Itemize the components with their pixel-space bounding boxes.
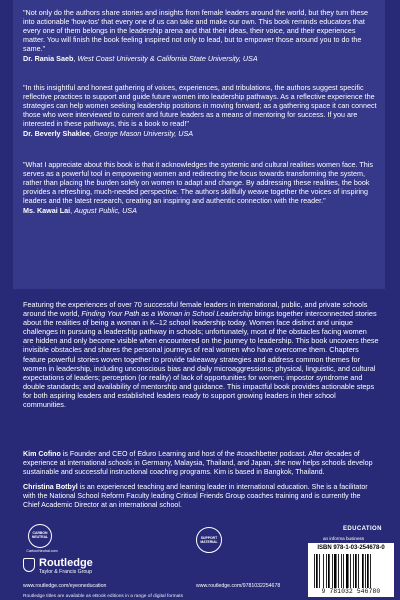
review-attribution: Ms. Kawai Lai, August Public, USA bbox=[23, 206, 137, 215]
publisher-url-right[interactable]: www.routledge.com/9781032254678 bbox=[196, 583, 281, 589]
reviewer-name: Dr. Rania Saeb bbox=[23, 54, 74, 63]
author-name: Christina Botbyl bbox=[23, 483, 78, 491]
reviewer-affiliation: August Public, USA bbox=[74, 206, 137, 215]
description-intro: Featuring the experiences of over 70 successful female leaders in international, public, and private schools around the world, bbox=[23, 300, 368, 319]
author-bio-1 bbox=[23, 450, 379, 477]
barcode-box bbox=[308, 543, 394, 597]
category-label: EDUCATION bbox=[343, 526, 382, 532]
routledge-shield-icon bbox=[23, 558, 35, 572]
book-description bbox=[23, 300, 379, 409]
carbon-neutral-site: CarbonNeutral.com bbox=[26, 549, 58, 553]
support-material-badge: SUPPORT MATERIAL bbox=[196, 527, 222, 553]
reviewer-affiliation: West Coast University & California State University, USA bbox=[77, 54, 258, 63]
carbon-neutral-badge: CARBON NEUTRAL bbox=[28, 524, 52, 548]
review-2 bbox=[23, 83, 379, 138]
barcode bbox=[314, 554, 388, 588]
publisher-url-left[interactable]: www.routledge.com/eyeoneducation bbox=[23, 583, 107, 589]
informa-business: an informa business bbox=[323, 536, 365, 541]
reviewer-name: Ms. Kawai Lai bbox=[23, 206, 71, 215]
review-attribution: Dr. Beverly Shaklee, George Mason University, USA bbox=[23, 129, 194, 138]
barcode-number: 9 781032 546780 bbox=[321, 588, 381, 595]
publisher-name: Routledge bbox=[39, 557, 93, 569]
review-quote: "What I appreciate about this book is that it acknowledges the systemic and cultural realities women face. This serves as a powerful tool in empowering women and redirecting the focus towards transforming the system, rather than placing the burden solely on women to adapt and change. By addressing these realities, the book provides a refreshing, much-needed perspective. The authors skillfully weave together the voices of inspiring leaders and the latest research, creating an inspiring and authentic connection with the reader." bbox=[23, 160, 373, 205]
reviewer-name: Dr. Beverly Shaklee bbox=[23, 129, 90, 138]
review-quote: "Not only do the authors share stories and insights from female leaders around the world, but they turn these into actionable 'how-tos' that every one of us can take and make our own. This book reminds educators that every one of them belongs in the leadership arena and that their ideas, their voice, and their experiences matter. You will finish the book feeling inspired not only to lead, but to empower those around you to do the same." bbox=[23, 8, 368, 53]
routledge-logo bbox=[23, 557, 143, 579]
isbn-label: ISBN 978-1-03-254678-0 bbox=[317, 545, 385, 551]
author-bio-text: is an experienced teaching and learning leader in international education. She is a facilitator with the National School Reform Faculty leading Critical Friends Group coaches training and is currently the Chief Academic Director at an international school. bbox=[23, 483, 368, 509]
ebook-footnote: Routledge titles are available as eBook editions in a range of digital formats bbox=[23, 594, 183, 599]
author-bio-2 bbox=[23, 483, 379, 510]
review-quote: "In this insightful and honest gathering of voices, experiences, and tribulations, the authors suggest specific reflective practices to support and guide future women into leadership pathways. As a reflective experience the strategies can help women seeking leadership positions in moving forward; as a gathering space it can connect those who were interviewed to current and future leaders as a means of mentoring for success. If you are interested in these pathways, this is a book to read!" bbox=[23, 83, 377, 128]
reviews-panel bbox=[13, 0, 385, 289]
review-attribution: Dr. Rania Saeb, West Coast University & California State University, USA bbox=[23, 54, 258, 63]
review-1 bbox=[23, 8, 379, 63]
review-3 bbox=[23, 160, 379, 215]
reviewer-affiliation: George Mason University, USA bbox=[93, 129, 194, 138]
book-title: Finding Your Path as a Woman in School Leadership bbox=[81, 309, 253, 319]
author-bio-text: is Founder and CEO of Eduro Learning and host of the #coachbetter podcast. After decades of experience at international schools in Germany, Malaysia, Thailand, and Japan, she now helps schools develop sustainable and successful instructional coaching programs. Kim is based in Bangkok, Thailand. bbox=[23, 450, 373, 476]
publisher-group: Taylor & Francis Group bbox=[39, 569, 93, 575]
description-body: brings together interconnected stories about the realities of being a woman in K–12 school leadership today. Women face distinct and unique challenges in pursuing a leadership pathway in schools; unfortunately, most of the obstacles facing women are hidden and only become visible when encountered on the journey to leadership. This book uncovers these invisible obstacles and shares the personal journeys of real women who have overcome them. Chapters feature powerful stories woven together to provide takeaway strategies and address common themes for women in leadership, including unconscious bias and daily microaggressions; physical, linguistic, and cultural expectations of leaders; perception (or reality) of lack of opportunities for women; impostor syndrome and double standards; and availability of mentorship and guidance. This impactful book provides actionable steps for both aspiring leaders and established leaders ready to support growing leaders in their school communities. bbox=[23, 309, 379, 410]
author-name: Kim Cofino bbox=[23, 450, 61, 458]
